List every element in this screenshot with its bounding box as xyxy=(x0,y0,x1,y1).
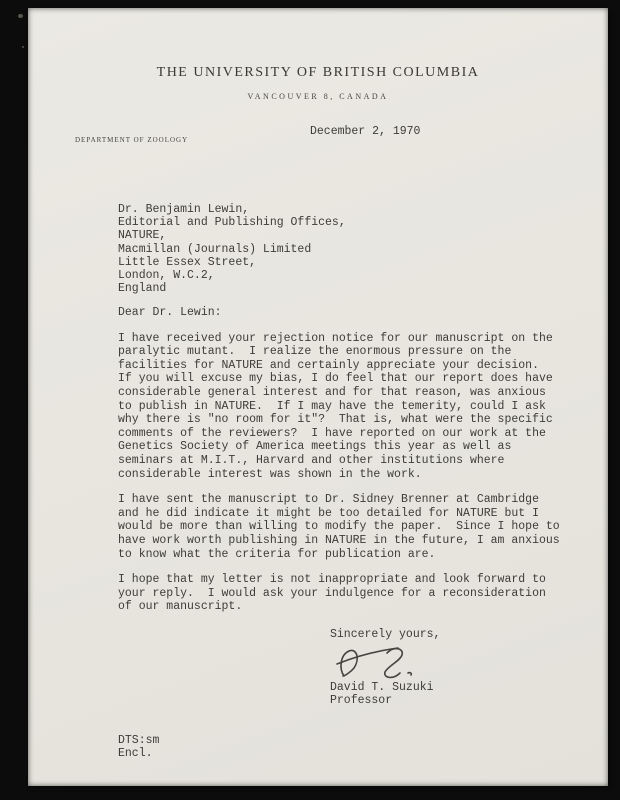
recipient-line: Dr. Benjamin Lewin, xyxy=(118,203,250,216)
signer-name: David T. Suzuki xyxy=(330,681,434,695)
signer-title: Professor xyxy=(330,694,393,708)
recipient-line: NATURE, xyxy=(118,229,167,243)
salutation: Dear Dr. Lewin: xyxy=(118,306,222,320)
reference-block xyxy=(118,734,566,760)
letterhead-institution: THE UNIVERSITY OF BRITISH COLUMBIA xyxy=(156,65,480,80)
closing-block xyxy=(330,628,566,708)
handwritten-signature-icon xyxy=(332,643,422,685)
enclosure-note: Encl. xyxy=(118,746,153,760)
typist-reference: DTS:sm xyxy=(118,733,160,747)
recipient-line: England xyxy=(118,282,167,296)
recipient-line: London, W.C.2, xyxy=(118,269,215,283)
letterhead-location: VANCOUVER 8, CANADA xyxy=(247,92,389,101)
letterhead-department: DEPARTMENT OF ZOOLOGY xyxy=(75,136,189,144)
body-paragraph-2: I have sent the manuscript to Dr. Sidney Brenner at Cambridge and he did indicate it might be too detailed for NATURE but I would be more than willing to modify the paper. Since I hope to have work worth publishing in NATURE in the future, I am anxious to know what the criteria for publication are. xyxy=(118,493,567,561)
scan-artifact xyxy=(18,14,23,18)
letter-body xyxy=(118,203,566,760)
body-paragraph-1: I have received your rejection notice for our manuscript on the paralytic mutant. I realize the enormous pressure on the facilities for NATURE and certainly appreciate your decision. If you will excuse my bias, I do feel that our report does have considerable general interest and for that reason, was anxious to publish in NATURE. If I may have the temerity, could I ask why there is "no room for it"? That is, what were the specific comments of the reviewers? I have reported on our work at the Genetics Society of America meetings this year as well as seminars at M.I.T., Harvard and other institutions where considerable interest was shown in the work. xyxy=(118,331,560,481)
valediction: Sincerely yours, xyxy=(330,627,441,641)
recipient-line: Little Essex Street, xyxy=(118,255,257,269)
recipient-line: Editorial and Publishing Offices, xyxy=(118,216,346,230)
scan-artifact xyxy=(22,46,24,48)
recipient-address xyxy=(118,203,566,295)
body-paragraph-3: I hope that my letter is not inappropriate and look forward to your reply. I would ask your indulgence for a reconsideration of our manuscript. xyxy=(118,573,553,614)
letter-date: December 2, 1970 xyxy=(310,125,421,138)
recipient-line: Macmillan (Journals) Limited xyxy=(118,242,312,256)
letter-page xyxy=(28,8,608,786)
